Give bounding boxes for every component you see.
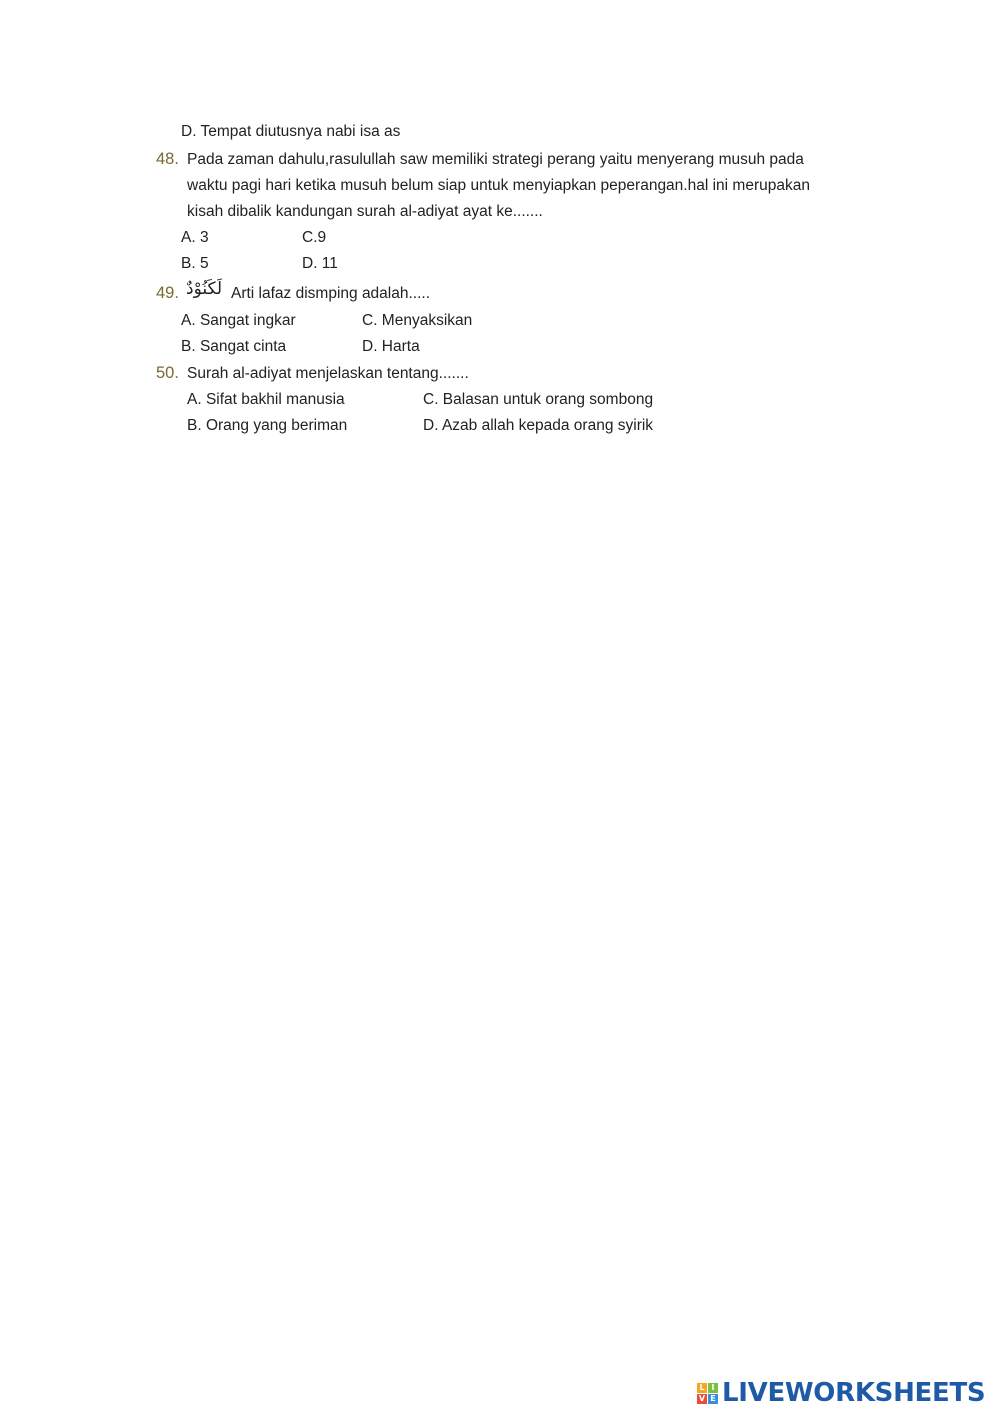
logo-mark-letter: L [697, 1383, 707, 1393]
q48-text-line-2: waktu pagi hari ketika musuh belum siap untuk menyiapkan peperangan.hal ini merupakan [187, 177, 810, 194]
logo-mark-letter: E [708, 1394, 718, 1404]
q49-option-a: A. Sangat ingkar [181, 312, 296, 329]
q50-question: Surah al-adiyat menjelaskan tentang....... [187, 365, 469, 382]
q49-option-b: B. Sangat cinta [181, 338, 287, 355]
q49-option-c: C. Menyaksikan [362, 312, 473, 329]
q47-option-d: D. Tempat diutusnya nabi isa as [181, 123, 401, 140]
logo-text: LIVEWORKSHEETS [722, 1378, 986, 1408]
q48-option-c: C.9 [302, 229, 327, 246]
q48-option-d: D. 11 [302, 255, 338, 272]
q48-text-line-3: kisah dibalik kandungan surah al-adiyat ayat ke....... [187, 203, 543, 220]
q48-option-a: A. 3 [181, 229, 209, 246]
logo-mark-letter: I [708, 1383, 718, 1393]
q50-option-b: B. Orang yang beriman [187, 417, 348, 434]
q48-option-b: B. 5 [181, 255, 209, 272]
q48-text-line-1: Pada zaman dahulu,rasulullah saw memiliki strategi perang yaitu menyerang musuh pada [187, 151, 804, 168]
q48-number: 48. [156, 150, 179, 168]
q49-question: Arti lafaz dismping adalah..... [231, 285, 431, 302]
q49-option-d: D. Harta [362, 338, 420, 355]
q49-arabic-word: لَكَنُوْدٌ [186, 279, 223, 299]
live-logo-icon [697, 1383, 718, 1404]
q49-number: 49. [156, 284, 179, 302]
q50-option-c: C. Balasan untuk orang sombong [423, 391, 654, 408]
q50-option-a: A. Sifat bakhil manusia [187, 391, 345, 408]
q50-number: 50. [156, 364, 179, 382]
liveworksheets-logo[interactable] [697, 1377, 985, 1409]
q50-option-d: D. Azab allah kepada orang syirik [423, 417, 654, 434]
logo-mark-letter: V [698, 1393, 706, 1403]
